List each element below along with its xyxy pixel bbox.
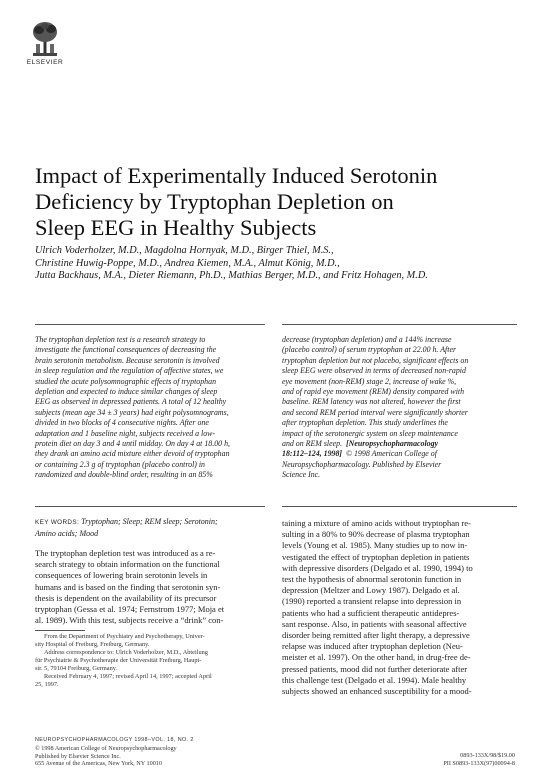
body-line: (1990) reported a transient relapse into depression in: [282, 596, 462, 607]
abstract-line: The tryptophan depletion test is a research strategy to: [35, 335, 206, 344]
author-line: Jutta Backhaus, M.A., Dieter Riemann, Ph.D., Mathias Berger, M.D., and Fritz Hohagen, M.D.: [35, 270, 428, 281]
abstract-line: baseline. REM latency was not altered, however the first: [282, 397, 461, 407]
author-list: [35, 245, 535, 283]
divider: [35, 324, 265, 325]
journal-info-line: © 1998 American College of Neuropsychopharmacology: [35, 744, 177, 752]
footnote-line: für Psychiatrie & Psychotherapie der Universität Freiburg, Haupt-: [35, 657, 202, 664]
abstract-line: and of rapid eye movement (REM) density compared with: [282, 387, 465, 397]
body-line: depression (Meltzer and Lowy 1987). Delgado et al.: [282, 585, 460, 596]
keywords-label: KEY WORDS:: [35, 519, 80, 526]
publisher-logo: [0, 20, 90, 66]
divider: [35, 506, 265, 507]
journal-info-line: Published by Elsevier Science Inc.: [35, 752, 121, 760]
abstract-line: tryptophan depletion but not placebo, significant effects on: [282, 355, 469, 365]
abstract-line: in sleep regulation and the regulation of affective states, we: [35, 366, 224, 376]
abstract-citation-line: [282, 439, 522, 449]
abstract-line: and on REM sleep.: [282, 439, 343, 449]
abstract-line: protein diet on day 3 and 4 until midday. On day 4 at 18.00 h,: [35, 439, 230, 449]
abstract-left-column: [35, 335, 269, 481]
body-line: taining a mixture of amino acids without tryptophan re-: [282, 518, 471, 528]
body-right-column: [282, 518, 522, 697]
article-title: [35, 163, 525, 241]
keywords: [35, 517, 275, 539]
body-line: sant response. Also, in patients with seasonal affective: [282, 618, 467, 629]
citation: 18:112–124, 1998]: [282, 449, 343, 459]
abstract-citation-line: [282, 449, 522, 459]
issn: 0893-133X/98/$19.00: [460, 752, 515, 759]
body-line: pressed patients, mood did not further deteriorate after: [282, 663, 468, 674]
body-line: with depressive disorders (Delgado et al. 1990, 1994) to: [282, 562, 473, 573]
title-line: Impact of Experimentally Induced Serotonin: [35, 163, 438, 188]
body-line: meister et al. 1997). On the other hand, in drug-free de-: [282, 652, 471, 663]
footnotes: [35, 633, 275, 689]
body-line: search strategy to obtain information on the functional: [35, 559, 220, 570]
abstract-line: adaptation and 1 baseline night, subjects received a low-: [35, 428, 216, 438]
footnote-line: 25, 1997.: [35, 681, 59, 688]
footnote-divider: [35, 630, 85, 631]
body-line: vestigated the effect of tryptophan depletion in patients: [282, 551, 470, 562]
body-line: this challenge test (Delgado et al. 1994). Male healthy: [282, 674, 467, 685]
body-line: al. 1989). With this test, subjects receive a “drink” con-: [35, 615, 224, 626]
body-line: sulting in a 80% to 90% decrease of plasma tryptophan: [282, 529, 470, 540]
footnote-line: str. 5, 79104 Freiburg, Germany.: [35, 665, 118, 672]
journal-info-line: 655 Avenue of the Americas, New York, NY 10010: [35, 760, 162, 768]
body-line: disorder being remitted after light therapy, a depressive: [282, 630, 470, 641]
abstract-line: impact of the serotonergic system on sleep maintenance: [282, 428, 458, 438]
abstract-line: they drank an amino acid mixture either devoid of tryptophan: [35, 449, 230, 459]
keywords-line: [35, 517, 275, 529]
divider: [282, 324, 517, 325]
keywords-text: Amino acids; Mood: [35, 528, 99, 538]
author-line: Christine Huwig-Poppe, M.D., Andrea Kiemen, M.A., Almut König, M.D.,: [35, 257, 340, 269]
abstract-line: depletion and expected to induce similar changes of sleep: [35, 387, 218, 397]
body-left-column: [35, 548, 275, 626]
body-line: The tryptophan depletion test was introduced as a re-: [35, 548, 216, 558]
abstract-line: randomized and double-blind order, resulting in an 85%: [35, 470, 213, 480]
body-line: thesis is dependent on the availability of its precursor: [35, 592, 217, 603]
body-line: test the hypothesis of abnormal serotonin function in: [282, 574, 462, 585]
abstract-line: subjects (mean age 34 ± 3 years) had eight polysomnograms,: [35, 407, 229, 417]
abstract-line: investigate the functional consequences of decreasing the: [35, 345, 217, 355]
abstract-line: eye movement (non-REM) stage 2, increase of wake %,: [282, 376, 457, 386]
body-line: consequences of lowering brain serotonin levels in: [35, 570, 208, 581]
body-line: levels (Young et al. 1985). Many studies up to now in-: [282, 540, 468, 551]
body-line: relapse was induced after tryptophan depletion (Neu-: [282, 641, 463, 652]
abstract-line: EEG as observed in depressed patients. A total of 12 healthy: [35, 397, 227, 407]
body-line: subjects showed an enhanced susceptibility for a mood-: [282, 686, 472, 697]
author-line: Ulrich Voderholzer, M.D., Magdolna Hornyak, M.D., Birger Thiel, M.S.,: [35, 245, 334, 256]
body-line: tryptophan (Gessa et al. 1974; Fernstrom 1977; Moja et: [35, 604, 225, 615]
title-line: Sleep EEG in Healthy Subjects: [35, 215, 317, 240]
abstract-line: and second REM period interval were significantly shorter: [282, 407, 468, 417]
abstract-line: studied the acute polysomnographic effects of tryptophan: [35, 376, 217, 386]
abstract-line: divided in two blocks of 4 consecutive nights. After one: [35, 418, 209, 428]
abstract-right-column: [282, 335, 522, 481]
journal-info: [35, 737, 275, 768]
footnote-line: sity Hospital of Freiburg, Freiburg, Germany.: [35, 641, 150, 648]
body-line: humans and is based on the finding that serotonin syn-: [35, 581, 221, 592]
elsevier-tree-icon: [29, 20, 61, 58]
abstract-line: Neuropsychopharmacology. Published by Elsevier: [282, 459, 442, 469]
abstract-line: decrease (tryptophan depletion) and a 144% increase: [282, 335, 452, 344]
pii: PII S0893-133X(97)00094-8: [443, 759, 515, 767]
abstract-line: brain serotonin metabolism. Because serotonin is involved: [35, 355, 220, 365]
divider: [282, 506, 517, 507]
footnote-line: Address correspondence to: Ulrich Voderholzer, M.D., Abteilung: [44, 649, 208, 656]
abstract-line: Science Inc.: [282, 470, 321, 480]
journal-line: NEUROPSYCHOPHARMACOLOGY 1998–VOL. 18, NO. 2: [35, 737, 194, 743]
copyright: © 1998 American College of: [346, 449, 437, 459]
issn-block: [360, 752, 515, 768]
citation: [Neuropsychopharmacology: [346, 439, 439, 449]
body-line: patients who had a sufficient therapeutic antidepres-: [282, 607, 460, 618]
abstract-line: sleep EEG were observed in terms of decreased non-rapid: [282, 366, 466, 376]
abstract-line: after tryptophan depletion. This study underlines the: [282, 418, 448, 428]
publisher-name: ELSEVIER: [26, 59, 64, 66]
title-line: Deficiency by Tryptophan Depletion on: [35, 189, 394, 214]
footnote-line: From the Department of Psychiatry and Psychotherapy, Univer-: [44, 633, 205, 640]
abstract-line: (placebo control) of serum tryptophan at 22.00 h. After: [282, 345, 457, 355]
footnote-line: Received February 4, 1997; revised April 14, 1997; accepted April: [44, 673, 212, 680]
abstract-line: or containing 2.3 g of tryptophan (placebo control) in: [35, 459, 205, 469]
keywords-text: Tryptophan; Sleep; REM sleep; Serotonin;: [81, 517, 218, 526]
